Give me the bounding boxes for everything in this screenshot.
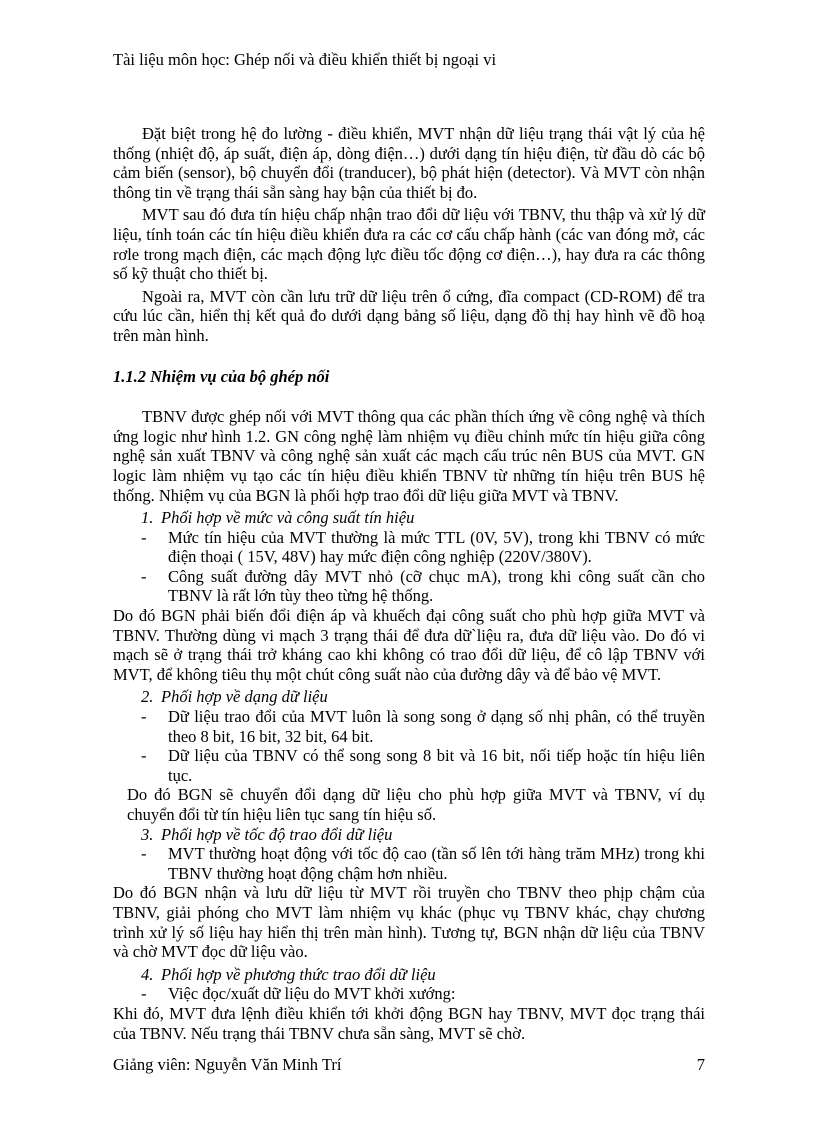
bullet-text: Dữ liệu của TBNV có thể song song 8 bit và 16 bit, nối tiếp hoặc tín hiệu liên tục.: [168, 746, 705, 785]
page-number: 7: [696, 1055, 705, 1074]
bullet-dash: -: [141, 707, 147, 727]
intro-paragraph: MVT sau đó đưa tín hiệu chấp nhận trao đổi dữ liệu với TBNV, thu thập và xử lý dữ liệu, tính toán các tín hiệu điều khiển đưa ra các cơ cấu chấp hành (các van đóng mở, các rơle trong mạch điện, các mạch động lực điều tốc động cơ điện…), hay đưa ra các thông số kỹ thuật cho thiết bị.: [113, 205, 705, 284]
section-heading: 1.1.2 Nhiệm vụ của bộ ghép nối: [113, 366, 330, 386]
bullet-text: MVT thường hoạt động với tốc độ cao (tần số lên tới hàng trăm MHz) trong khi TBNV thường hoạt động chậm hơn nhiều.: [168, 844, 705, 883]
list-item: [113, 984, 705, 1004]
bullet-text: Việc đọc/xuất dữ liệu do MVT khởi xướng:: [168, 984, 456, 1004]
list-item: [113, 567, 705, 606]
item-title: Phối hợp về phương thức trao đổi dữ liệu: [161, 964, 436, 984]
bullet-dash: -: [141, 566, 147, 586]
item-conclusion: Do đó BGN sẽ chuyển đổi dạng dữ liệu cho phù hợp giữa MVT và TBNV, ví dụ chuyển đổi từ tín hiệu liên tục sang tín hiệu số.: [127, 785, 705, 824]
bullet-dash: -: [141, 746, 147, 766]
intro-paragraph: Đặt biệt trong hệ đo lường - điều khiển, MVT nhận dữ liệu trạng thái vật lý của hệ thống (nhiệt độ, áp suất, điện áp, dòng điện…) dưới dạng tín hiệu điện, từ đầu dò các bộ cảm biến (sensor), bộ chuyển đổi (tranducer), bộ phát hiện (detector). Và MVT còn nhận thông tin về trạng thái sẵn sàng hay bận của thiết bị đo.: [113, 124, 705, 202]
item-heading: [113, 825, 705, 845]
intro-paragraph: Ngoài ra, MVT còn cần lưu trữ dữ liệu trên ổ cứng, đĩa compact (CD-ROM) để tra cứu lúc cần, hiển thị kết quả đo dưới dạng bảng số liệu, dạng đồ thị hay hình vẽ đồ hoạ trên màn hình.: [113, 286, 705, 345]
item-number: 4.: [141, 964, 154, 984]
item-conclusion: Do đó BGN nhận và lưu dữ liệu từ MVT rồi truyền cho TBNV theo phịp chậm của TBNV, giải phóng cho MVT làm nhiệm vụ khác (phục vụ TBNV khác, chạy chương trình xử lý số liệu hay hiển thị trên màn hình). Tương tự, BGN nhận dữ liệu của TBNV và chờ MVT đọc dữ liệu vào.: [113, 883, 705, 962]
item-title: Phối hợp về dạng dữ liệu: [161, 687, 328, 707]
item-number: 3.: [141, 824, 154, 844]
bullet-dash: -: [141, 844, 147, 864]
bullet-dash: -: [141, 984, 147, 1004]
item-title: Phối hợp về tốc độ trao đổi dữ liệu: [161, 824, 393, 844]
item-conclusion: Do đó BGN phải biến đổi điện áp và khuếch đại công suất cho phù hợp giữa MVT và TBNV. Thường dùng vi mạch 3 trạng thái để đưa dữ`liệu ra, đưa dữ liệu vào. Do đó vi mạch sẽ ở trạng thái trở kháng cao khi không có trao đổi dữ liệu, để cô lập TBNV với MVT, để không tiêu thụ một chút công suất nào của đường dây và để bảo vệ MVT.: [113, 606, 705, 684]
bullet-text: Mức tín hiệu của MVT thường là mức TTL (0V, 5V), trong khi TBNV có mức điện thoại ( 15V, 48V) hay mức điện công nghiệp (220V/380V).: [168, 527, 705, 567]
item-conclusion: Khi đó, MVT đưa lệnh điều khiển tới khởi động BGN hay TBNV, MVT đọc trạng thái của TBNV. Nếu trạng thái TBNV chưa sẵn sàng, MVT sẽ chờ.: [113, 1003, 705, 1043]
item-number: 2.: [141, 687, 154, 707]
bullet-text: Dữ liệu trao đổi của MVT luôn là song song ở dạng số nhị phân, có thể truyền theo 8 bit, 16 bit, 32 bit, 64 bit.: [168, 707, 705, 746]
item-heading: [113, 965, 705, 985]
list-item: [113, 528, 705, 567]
item-heading: [113, 508, 705, 528]
item-heading: [113, 687, 705, 707]
item-number: 1.: [141, 508, 154, 528]
list-item: [113, 707, 705, 746]
footer-author: Giảng viên: Nguyễn Văn Minh Trí: [113, 1055, 342, 1074]
document-body: [113, 124, 705, 1046]
item-title: Phối hợp về mức và công suất tín hiệu: [161, 508, 415, 528]
page-header: Tài liệu môn học: Ghép nối và điều khiển thiết bị ngoại vi: [113, 50, 497, 69]
bullet-dash: -: [141, 527, 147, 547]
list-item: [113, 844, 705, 883]
bullet-text: Công suất đường dây MVT nhỏ (cỡ chục mA), trong khi công suất cần cho TBNV là rất lớn tùy theo từng hệ thống.: [168, 566, 705, 606]
section-paragraph: TBNV được ghép nối với MVT thông qua các phần thích ứng về công nghệ và thích ứng logic như hình 1.2. GN công nghệ làm nhiệm vụ điều chỉnh mức tín hiệu giữa công nghệ sản xuất TBNV và công nghệ sản xuất các mạch cấu trúc nên BUS của MVT. GN logic làm nhiệm vụ tạo các tín hiệu điều khiển TBNV từ những tín hiệu trên BUS hệ thống. Nhiệm vụ của BGN là phối hợp trao đổi dữ liệu giữa MVT và TBNV.: [113, 407, 705, 505]
list-item: [113, 746, 705, 785]
page-footer: [113, 1055, 705, 1075]
